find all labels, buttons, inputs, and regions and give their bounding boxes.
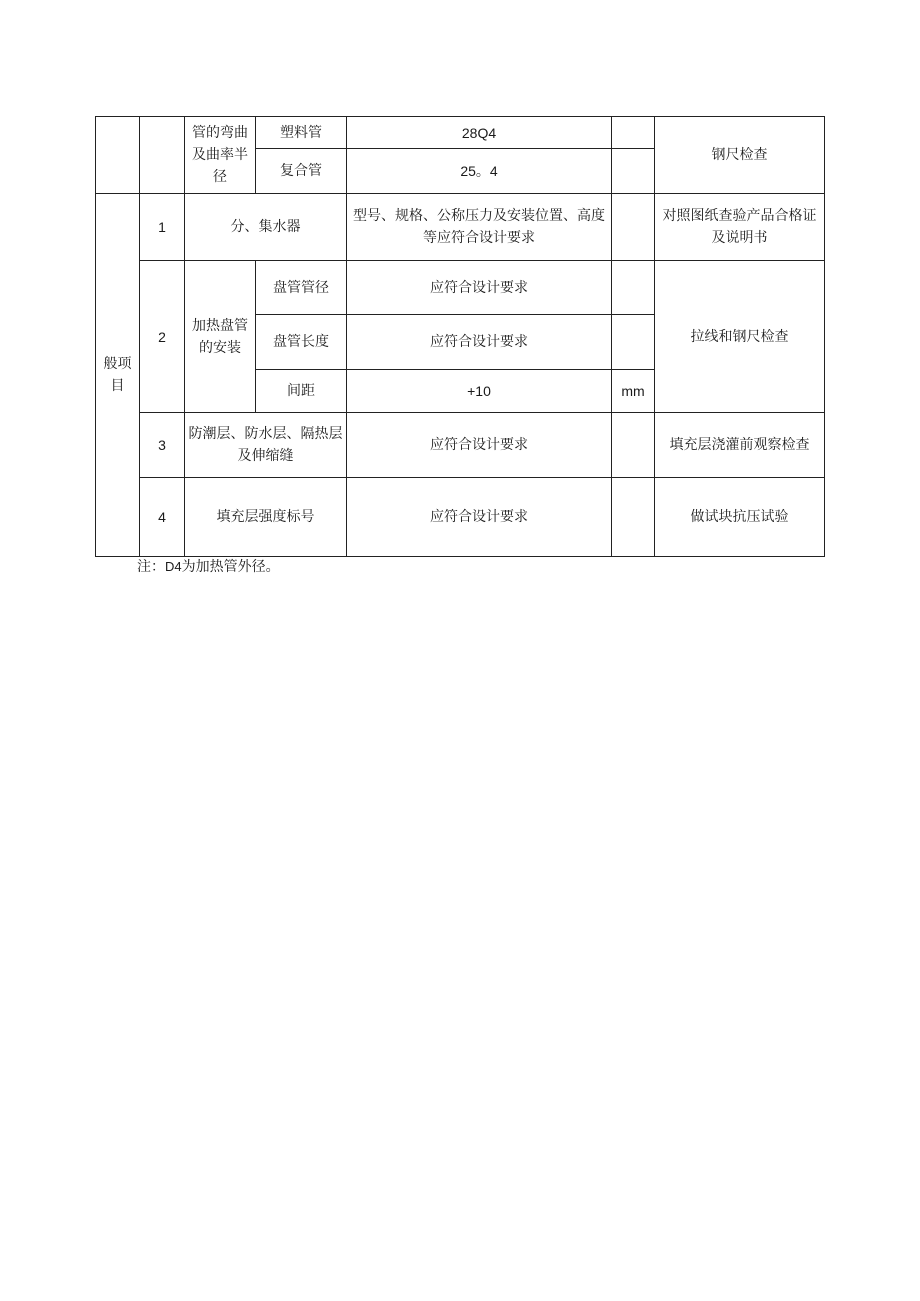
sub-item-label: 间距 — [256, 370, 347, 413]
sub-item-unit — [612, 315, 655, 370]
row-number: 3 — [140, 413, 185, 478]
row-method: 对照图纸查验产品合格证及说明书 — [655, 194, 825, 261]
sub-item-label: 盘管长度 — [256, 315, 347, 370]
plastic-pipe-label: 塑料管 — [256, 117, 347, 149]
table-cell-empty — [612, 478, 655, 557]
sub-item-unit: mm — [612, 370, 655, 413]
composite-pipe-label: 复合管 — [256, 149, 347, 194]
table-cell-empty — [140, 117, 185, 194]
sub-item-requirement: +10 — [347, 370, 612, 413]
table-row — [96, 117, 825, 149]
bend-radius-method: 钢尺检查 — [655, 117, 825, 194]
row-item: 加热盘管的安装 — [185, 261, 256, 413]
row-method: 填充层浇灌前观察检查 — [655, 413, 825, 478]
table-footnote — [137, 557, 280, 577]
bend-radius-item-label: 管的弯曲及曲率半径 — [185, 117, 256, 194]
row-method: 做试块抗压试验 — [655, 478, 825, 557]
row-requirement: 应符合设计要求 — [347, 413, 612, 478]
composite-pipe-value: 25。4 — [347, 149, 612, 194]
sub-item-unit — [612, 261, 655, 315]
table-row — [96, 478, 825, 557]
table-cell-empty — [612, 194, 655, 261]
note-prefix: 注： — [137, 559, 165, 575]
row-item: 分、集水器 — [185, 194, 347, 261]
table-cell-empty — [612, 413, 655, 478]
table-row — [96, 413, 825, 478]
row-number: 2 — [140, 261, 185, 413]
plastic-pipe-value: 28Q4 — [347, 117, 612, 149]
table-row — [96, 261, 825, 315]
table-cell-empty — [96, 117, 140, 194]
table-cell-empty — [612, 117, 655, 149]
row-item: 防潮层、防水层、隔热层及伸缩缝 — [185, 413, 347, 478]
inspection-table — [95, 116, 825, 557]
row-requirement: 应符合设计要求 — [347, 478, 612, 557]
note-code: D4 — [165, 559, 182, 574]
table-row — [96, 194, 825, 261]
sub-item-requirement: 应符合设计要求 — [347, 261, 612, 315]
row-number: 4 — [140, 478, 185, 557]
row-number: 1 — [140, 194, 185, 261]
row-item: 填充层强度标号 — [185, 478, 347, 557]
row-requirement: 型号、规格、公称压力及安装位置、高度等应符合设计要求 — [347, 194, 612, 261]
table-cell-empty — [612, 149, 655, 194]
sub-item-requirement: 应符合设计要求 — [347, 315, 612, 370]
sub-item-label: 盘管管径 — [256, 261, 347, 315]
row-method: 拉线和钢尺检查 — [655, 261, 825, 413]
note-text: 为加热管外径。 — [181, 559, 280, 575]
section-label: 般项目 — [96, 194, 140, 557]
